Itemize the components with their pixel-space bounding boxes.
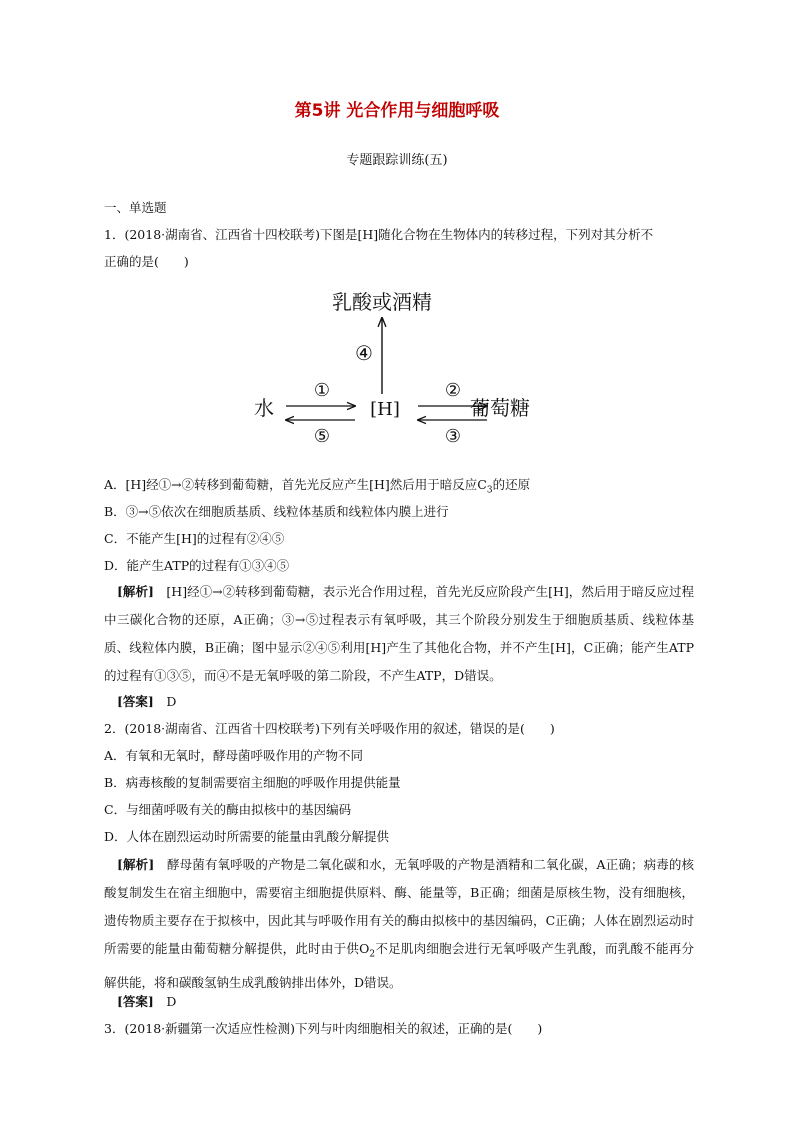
diagram-number-4: ④ [355, 341, 373, 365]
page-subtitle: 专题跟踪训练(五) [346, 153, 448, 168]
q2-option-a: A．有氧和无氧时，酵母菌呼吸作用的产物不同 [104, 748, 364, 763]
q1-option-c: C．不能产生[H]的过程有②④⑤ [104, 531, 285, 546]
diagram-number-1: ① [313, 380, 331, 401]
analysis-tag: [解析] [117, 857, 155, 872]
hydrogen-transfer-diagram [240, 282, 540, 462]
q2-analysis: [解析] 酵母菌有氧呼吸的产物是二氧化碳和水，无氧呼吸的产物是酒精和二氧化碳，A正确；病毒的核酸复制发生在宿主细胞中，需要宿主细胞提供原料、酶、能量等，B正确；细菌是原核生物，没有细胞核，遗传物质主要存在于拟核中，因此其与呼吸作用有关的酶由拟核中的基因编码，C正确；人体在剧烈运动时所需要的能量由葡萄糖分解提供，此时由于供$O_2$不足肌肉细胞会进行无氧呼吸产生乳酸，而乳酸不能再分解供能，将和碳酸氢钠生成乳酸钠排出体外，D错误。 [104, 857, 694, 990]
analysis-tag: [解析] [117, 584, 154, 599]
q2-option-c: C．与细菌呼吸有关的酶由拟核中的基因编码 [104, 802, 352, 817]
diagram-number-2: ② [444, 380, 462, 401]
diagram-number-3: ③ [444, 426, 462, 447]
diagram-label-right: 葡萄糖 [470, 396, 530, 420]
q1-stem-line2: 正确的是( ) [104, 254, 189, 269]
q1-stem-line1: 1．(2018·湖南省、江西省十四校联考)下图是[H]随化合物在生物体内的转移过程，下列对其分析不 [104, 227, 654, 242]
q2-option-b: B．病毒核酸的复制需要宿主细胞的呼吸作用提供能量 [104, 775, 401, 790]
section-heading: 一、单选题 [104, 200, 167, 215]
q1-option-b: B．③→⑤依次在细胞质基质、线粒体基质和线粒体内膜上进行 [104, 504, 449, 519]
diagram-number-5: ⑤ [313, 426, 331, 447]
q1-option-a: A．[H]经①→②转移到葡萄糖，首先光反应产生[H]然后用于暗反应$C_3$的还原 [104, 477, 531, 496]
q1-option-d: D．能产生ATP的过程有①③④⑤ [104, 558, 290, 573]
q1-answer: [答案] D [117, 694, 177, 709]
q2-stem: 2．(2018·湖南省、江西省十四校联考)下列有关呼吸作用的叙述，错误的是( ) [104, 721, 555, 736]
diagram-label-top: 乳酸或酒精 [332, 290, 432, 314]
q1-analysis: [解析] [H]经①→②转移到葡萄糖，表示光合作用过程，首先光反应阶段产生[H]，然后用于暗反应过程中三碳化合物的还原，A正确；③→⑤过程表示有氧呼吸，其三个阶段分别发生于细胞质基质、线粒体基质、线粒体内膜，B正确；图中显示②④⑤利用[H]产生了其他化合物，并不产生[H]，C正确；能产生ATP的过程有①③⑤，而④不是无氧呼吸的第二阶段，不产生ATP，D错误。 [104, 584, 694, 683]
q2-answer: [答案] D [117, 994, 177, 1009]
page-title: 第5讲 光合作用与细胞呼吸 [294, 101, 500, 121]
q3-stem: 3．(2018·新疆第一次适应性检测)下列与叶肉细胞相关的叙述，正确的是( ) [104, 1021, 543, 1036]
diagram-label-left: 水 [254, 396, 274, 420]
q2-option-d: D．人体在剧烈运动时所需要的能量由乳酸分解提供 [104, 829, 390, 844]
diagram-label-center: [H] [370, 399, 400, 420]
